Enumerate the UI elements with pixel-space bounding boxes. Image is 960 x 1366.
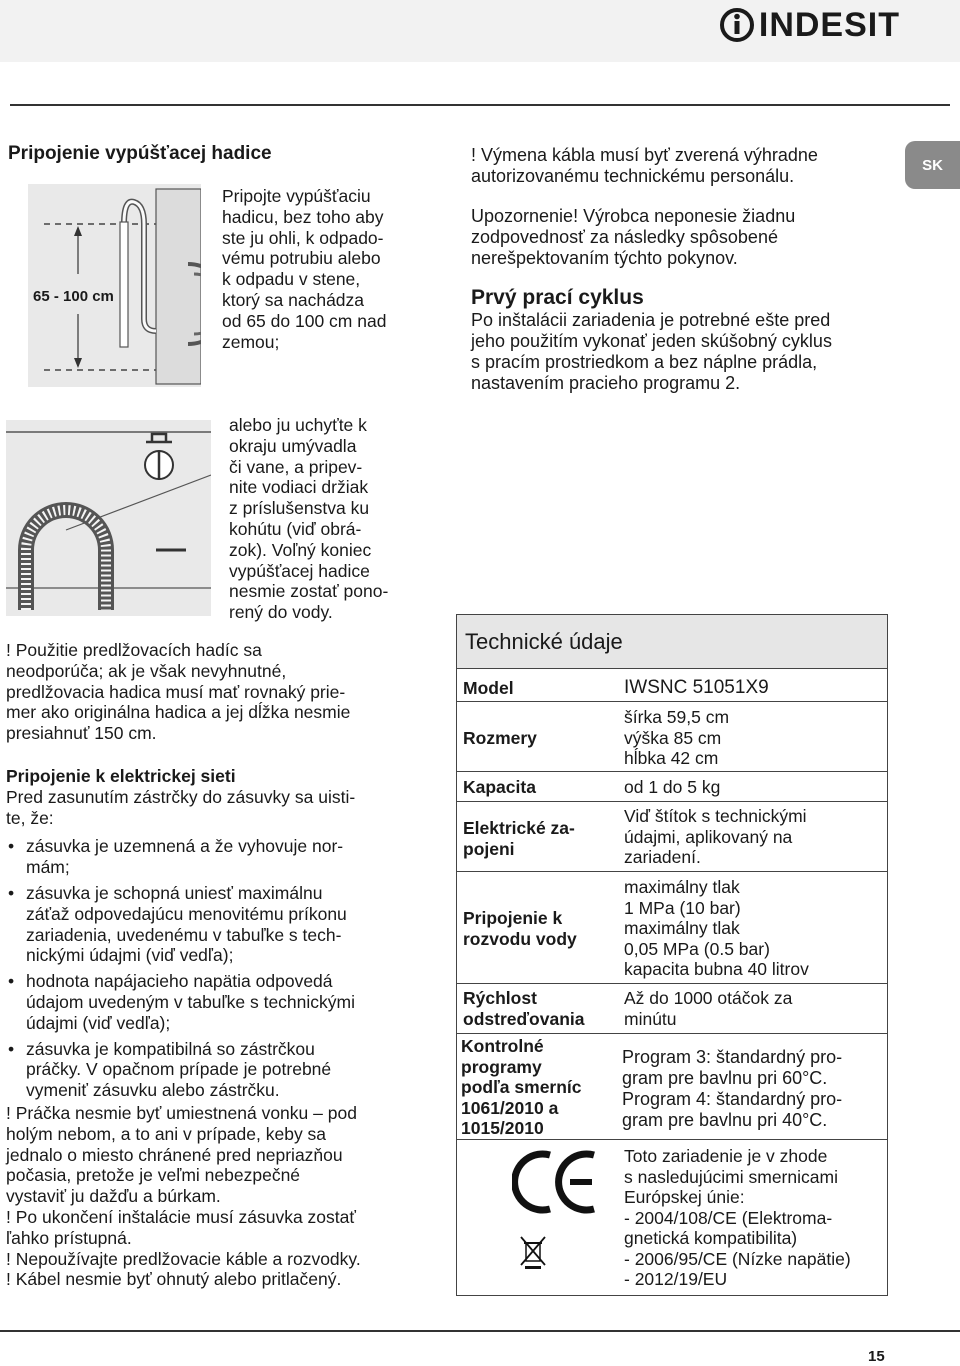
row-divider bbox=[457, 771, 887, 772]
drain-text-1 bbox=[222, 186, 422, 352]
row-value-model: IWSNC 51051X9 bbox=[624, 677, 769, 698]
row-label-spin: Rýchlost odstreďovania bbox=[463, 988, 585, 1029]
indesit-logo-icon bbox=[719, 7, 755, 43]
row-value-spin: Až do 1000 otáčok za minútu bbox=[624, 988, 793, 1029]
list-item: • zásuvka je schopná uniesť maximálnu záťaž odpovedajúcu menovitému príkonu zariadenia, uvedenému v tabuľke s tech- nickými údajmi (viď vedľa); bbox=[6, 883, 426, 966]
row-label-dimensions: Rozmery bbox=[463, 728, 537, 748]
row-value-water: maximálny tlak 1 MPa (10 bar) maximálny tlak 0,05 MPa (0.5 bar) kapacita bubna 40 litrov bbox=[624, 877, 809, 979]
text-line: kohútu (viď obrá- bbox=[229, 518, 362, 539]
first-wash-heading: Prvý prací cyklus bbox=[471, 286, 644, 309]
text-line: nesmie zostať pono- bbox=[229, 581, 389, 602]
warning-socket-access: ! Po ukončení inštalácie musí zásuvka zostať ľahko prístupná. bbox=[6, 1206, 356, 1248]
height-range-label: 65 - 100 cm bbox=[33, 288, 114, 305]
text-line: nite vodiaci držiak bbox=[229, 477, 369, 498]
row-label-programs: Kontrolné programy podľa smerníc 1061/2010 a 1015/2010 bbox=[461, 1036, 582, 1138]
row-label-electric: Elektrické za- pojeni bbox=[463, 818, 575, 859]
electric-heading: Pripojenie k elektrickej sieti bbox=[6, 766, 236, 786]
drain-height-figure bbox=[6, 184, 201, 387]
text-line: mer ako originálna hadica a jej dĺžka nesmie bbox=[6, 702, 351, 723]
row-label-capacity: Kapacita bbox=[463, 777, 536, 797]
text-line: vypúšťacej hadice bbox=[229, 560, 370, 581]
text-line: hadicu, bez toho aby bbox=[222, 206, 384, 227]
row-divider bbox=[457, 701, 887, 702]
row-divider bbox=[457, 1033, 887, 1034]
row-label-model: Model bbox=[463, 678, 514, 698]
header-divider bbox=[10, 104, 950, 106]
text-line: presiahnuť 150 cm. bbox=[6, 723, 157, 744]
row-value-electric: Viď štítok s technickými údajmi, aplikovaný na zariadení. bbox=[624, 806, 807, 867]
drain-heading: Pripojenie vypúšťacej hadice bbox=[8, 143, 272, 164]
page-number: 15 bbox=[868, 1348, 885, 1365]
safety-warnings bbox=[6, 1103, 436, 1290]
first-wash-text: Po inštalácii zariadenia je potrebné ešte pred jeho použitím vykonať jeden skúšobný cyklus s pracím prostriedkom a bez náplne prádla, nastavením pracieho programu 2. bbox=[471, 310, 832, 393]
row-value-programs: Program 3: štandardný pro- gram pre bavlnu pri 60°C. Program 4: štandardný pro- gram pre bavlnu pri 40°C. bbox=[622, 1047, 843, 1130]
text-line: te, že: bbox=[6, 807, 54, 828]
list-item: • zásuvka je uzemnená a že vyhovuje nor- mám; bbox=[6, 836, 426, 878]
text-line: neodporúča; ak je však nevyhnutné, bbox=[6, 660, 287, 681]
spec-table-header bbox=[457, 615, 887, 669]
text-line: okraju umývadla bbox=[229, 435, 357, 456]
footer-divider bbox=[0, 1330, 960, 1332]
list-item: • hodnota napájacieho napätia odpovedá údajom uvedeným v tabuľke s technickými údajmi (viď vedľa); bbox=[6, 971, 426, 1033]
crossed-bin-icon bbox=[519, 1235, 547, 1269]
text-line: zemou; bbox=[222, 331, 280, 352]
drain-height-diagram bbox=[6, 184, 201, 387]
brand-name: INDESIT bbox=[758, 6, 900, 44]
row-divider bbox=[457, 801, 887, 802]
text-line: ktorý sa nachádza bbox=[222, 289, 365, 310]
text-line: z príslušenstva ku bbox=[229, 498, 370, 519]
row-value-compliance: Toto zariadenie je v zhode s nasledujúcimi smernicami Európskej únie: - 2004/108/CE (Elektroma- gnetická kompatibilita) - 2006/95/CE (Nízke napätie) - 2012/19/EU bbox=[624, 1146, 851, 1289]
warning-outdoor: ! Práčka nesmie byť umiestnená vonku – pod holým nebom, a to ani v prípade, keby sa jednalo o miesto chránené pred nepriazňou počasia, pretože je veľmi nebezpečné vystaviť ju dažďu a búrkam. bbox=[6, 1103, 357, 1207]
text-line: rený do vody. bbox=[229, 602, 333, 623]
language-tab: SK bbox=[905, 141, 960, 189]
text-line: Pred zasunutím zástrčky do zásuvky sa uisti- bbox=[6, 786, 356, 807]
drain-text-2 bbox=[229, 415, 429, 623]
text-line: alebo ju uchyťte k bbox=[229, 415, 367, 435]
row-value-capacity: od 1 do 5 kg bbox=[624, 777, 721, 797]
text-line: k odpadu v stene, bbox=[222, 269, 361, 290]
text-line: Pripojte vypúšťaciu bbox=[222, 186, 371, 206]
warning-cable-bend: ! Kábel nesmie byť ohnutý alebo pritlačený. bbox=[6, 1269, 342, 1290]
text-line: či vane, a pripev- bbox=[229, 456, 363, 477]
requirement-list bbox=[6, 836, 426, 1101]
text-line: vému potrubiu alebo bbox=[222, 248, 381, 269]
electric-section bbox=[6, 766, 426, 1101]
text-line: predlžovacia hadica musí mať rovnaký prie- bbox=[6, 681, 346, 702]
row-divider bbox=[457, 871, 887, 872]
warning-extension-cables: ! Nepoužívajte predlžovacie káble a rozvodky. bbox=[6, 1248, 361, 1269]
list-item: • zásuvka je kompatibilná so zástrčkou práčky. V opačnom prípade je potrebné vymeniť zásuvku alebo zástrčku. bbox=[6, 1039, 426, 1101]
sink-hook-figure bbox=[6, 420, 211, 616]
sink-hook-diagram bbox=[6, 420, 211, 616]
text-line: ! Použitie predlžovacích hadíc sa bbox=[6, 640, 262, 660]
spec-table-title: Technické údaje bbox=[465, 629, 623, 654]
caution-note: Upozornenie! Výrobca neponesie žiadnu zodpovednosť za následky spôsobené nerešpektovaním týchto pokynov. bbox=[471, 206, 796, 268]
row-value-dimensions: šírka 59,5 cm výška 85 cm hĺbka 42 cm bbox=[624, 707, 730, 768]
row-divider bbox=[457, 983, 887, 984]
text-line: ste ju ohli, k odpado- bbox=[222, 227, 384, 248]
ce-mark-icon bbox=[512, 1147, 602, 1217]
cable-replacement-note: ! Výmena kábla musí byť zverená výhradne autorizovanému technickému personálu. bbox=[471, 145, 818, 186]
weee-mark bbox=[519, 1235, 547, 1274]
text-line: zok). Voľný koniec bbox=[229, 539, 372, 560]
extension-hose-note bbox=[6, 640, 426, 744]
row-divider bbox=[457, 1139, 887, 1140]
ce-mark bbox=[512, 1147, 602, 1222]
brand-logo bbox=[719, 5, 900, 45]
spec-table bbox=[456, 614, 888, 1296]
text-line: od 65 do 100 cm nad bbox=[222, 310, 387, 331]
row-label-water: Pripojenie k rozvodu vody bbox=[463, 908, 577, 949]
